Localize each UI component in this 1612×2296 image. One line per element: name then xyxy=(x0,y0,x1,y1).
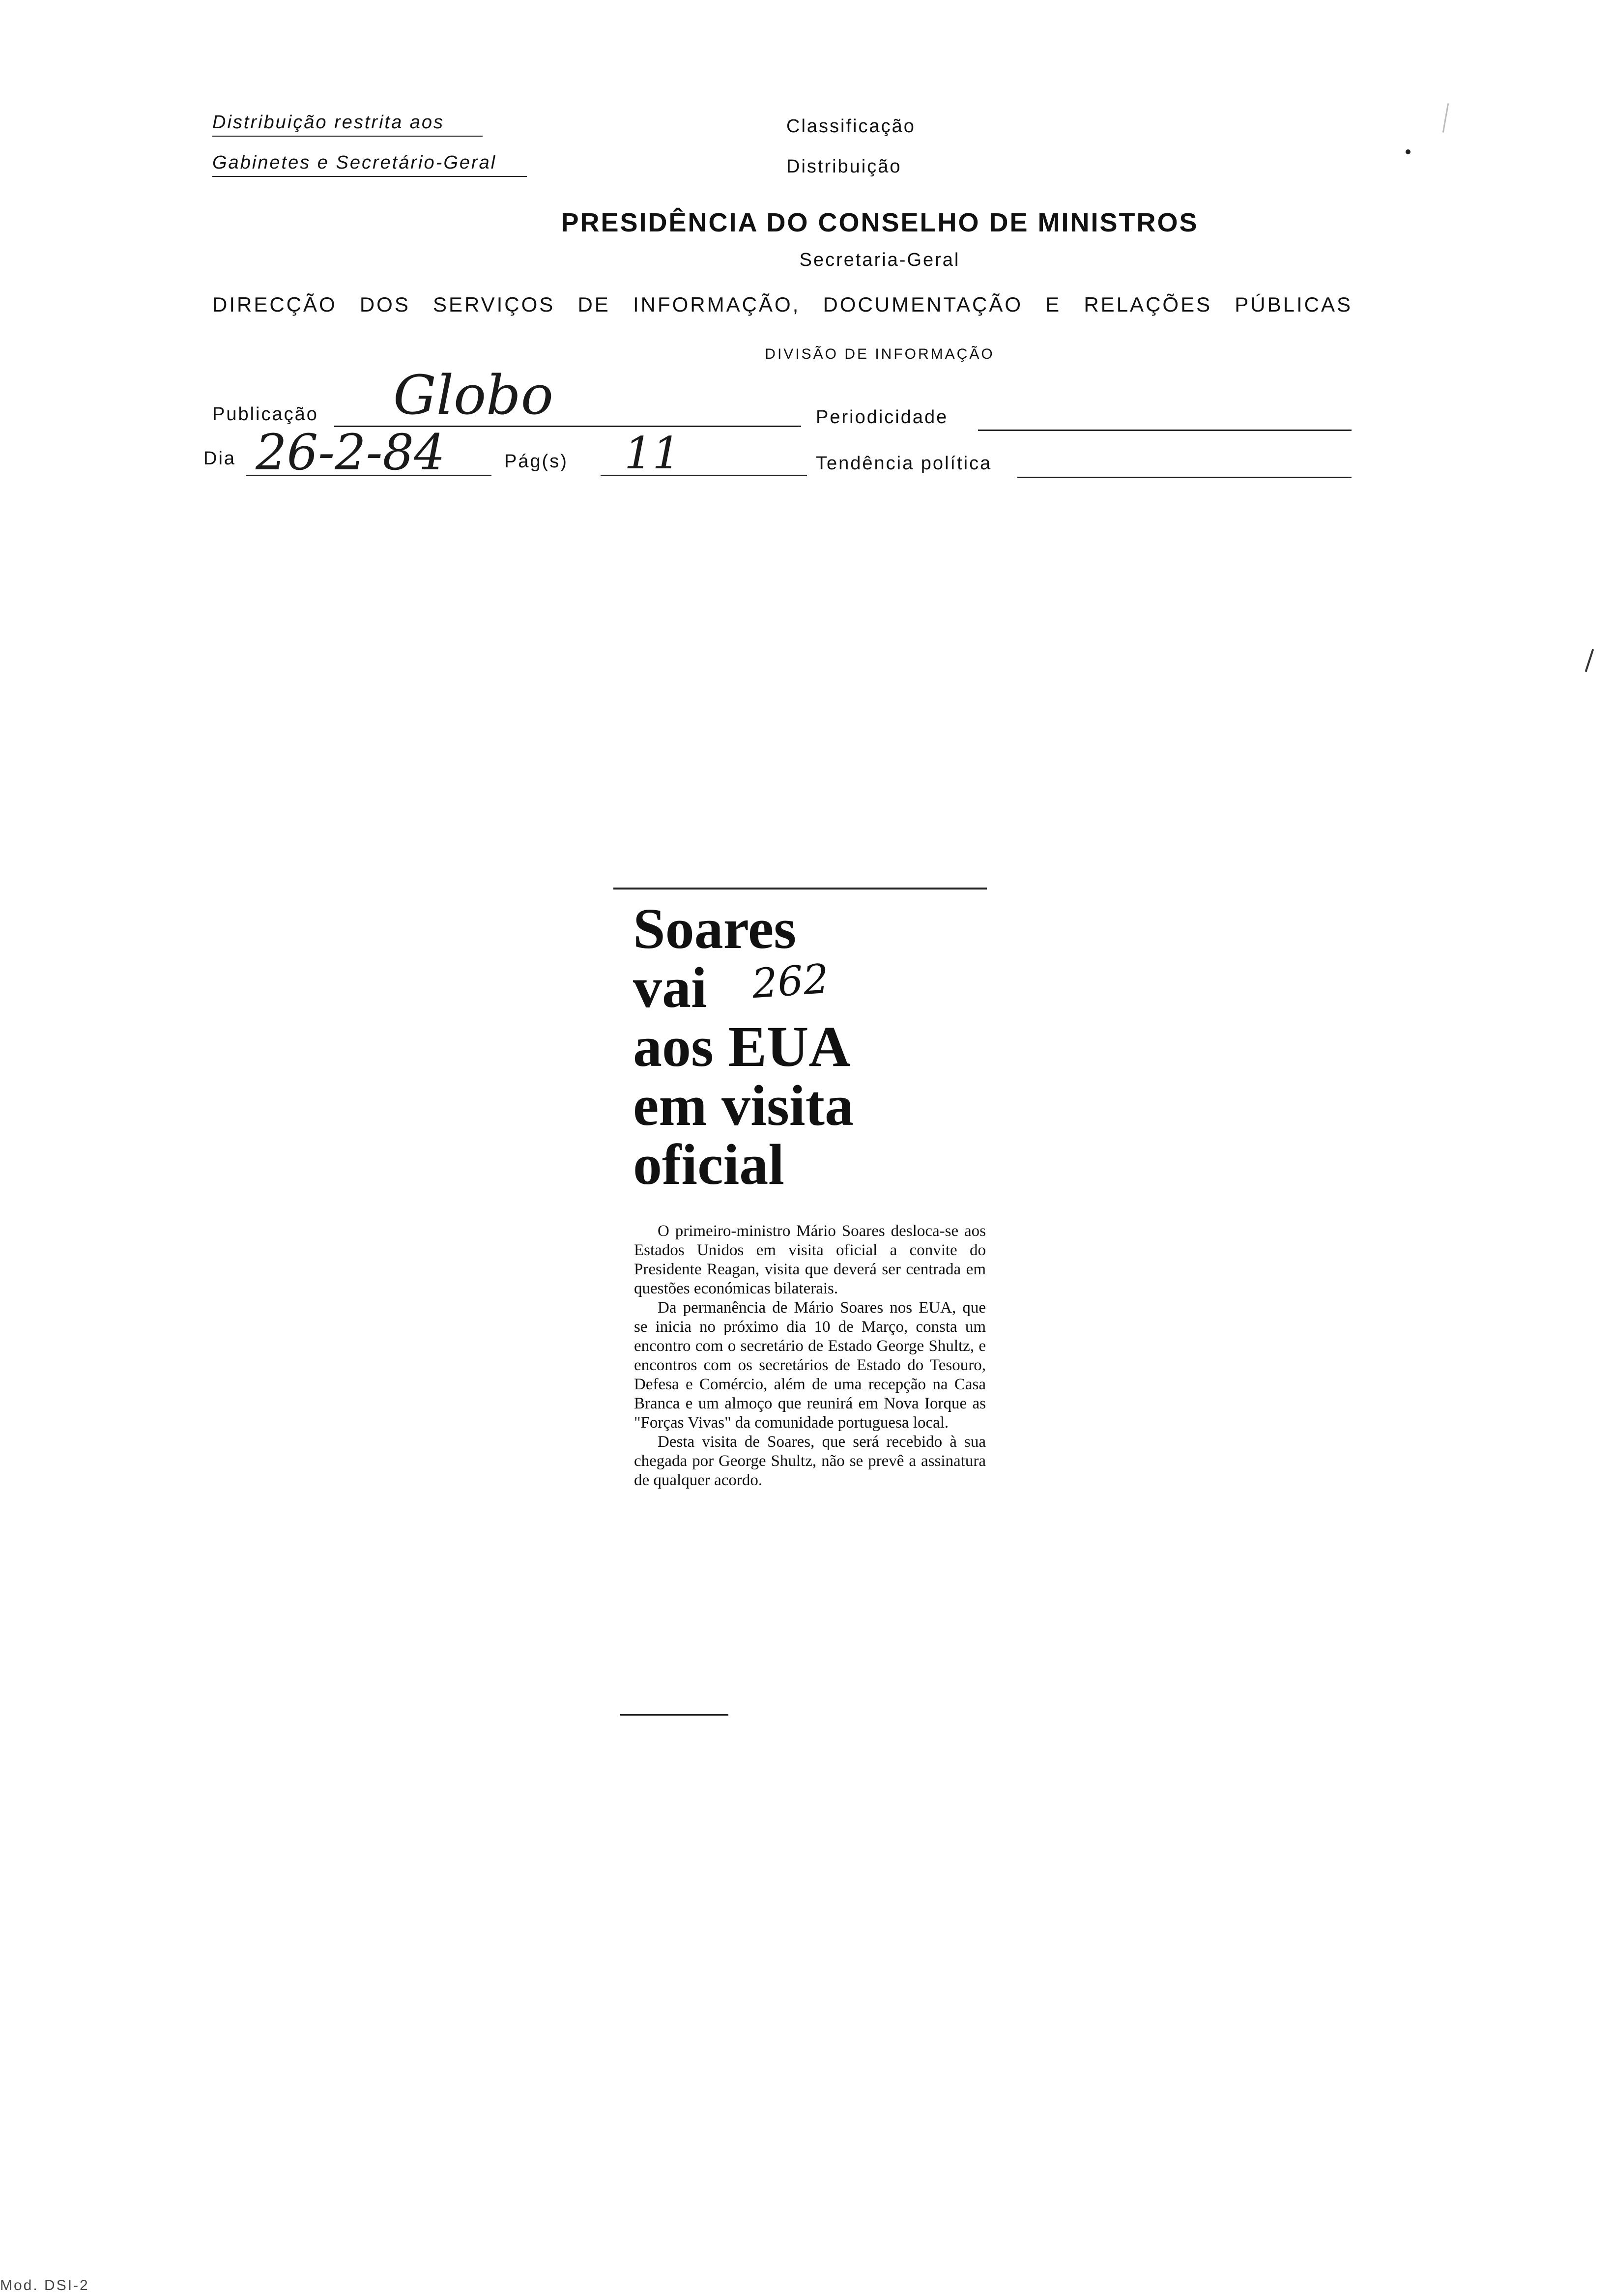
headline-line-2: vai xyxy=(633,955,707,1020)
scan-mark xyxy=(1585,649,1594,672)
pages-label: Pág(s) xyxy=(504,451,568,472)
distribution-underline-2 xyxy=(212,176,527,177)
handwritten-reference-note: 262 xyxy=(750,955,831,1008)
presidency-title: PRESIDÊNCIA DO CONSELHO DE MINISTROS xyxy=(561,208,1199,237)
article-body xyxy=(634,1222,986,1490)
clipping-end-rule xyxy=(620,1714,728,1716)
distribution-underline-1 xyxy=(212,136,483,137)
pages-handwritten-value: 11 xyxy=(624,428,681,479)
article-paragraph-3: Desta visita de Soares, que será recebido à sua chegada por George Shultz, não se prevê a assinatura de qualquer acordo. xyxy=(634,1433,986,1489)
scan-mark xyxy=(1442,103,1449,133)
distribution-restricted-line1: Distribuição restrita aos xyxy=(212,112,445,133)
clipping-top-rule xyxy=(613,888,987,890)
article-headline xyxy=(633,896,987,1197)
article-paragraph-2: Da permanência de Mário Soares nos EUA, que se inicia no próximo dia 10 de Março, consta um encontro com o secretário de Estado George Shultz, e encontros com os secretários de Estado do Tesouro, Defesa e Comércio, além de uma recepção na Casa Branca e um almoço que reunirá em Nova Iorque as "Forças Vivas" da comunidade portuguesa local. xyxy=(634,1299,986,1432)
periodicity-label: Periodicidade xyxy=(816,407,949,428)
headline-line-4: em visita xyxy=(633,1073,854,1138)
distribution-label: Distribuição xyxy=(786,156,902,177)
headline-line-5: oficial xyxy=(633,1132,785,1197)
political-tendency-label: Tendência política xyxy=(816,453,992,474)
periodicity-underline xyxy=(978,430,1352,431)
division-title: DIVISÃO DE INFORMAÇÃO xyxy=(765,346,995,362)
classification-label: Classificação xyxy=(786,116,916,137)
headline-line-1: Soares xyxy=(633,896,797,961)
article-paragraph-1: O primeiro-ministro Mário Soares desloca-se aos Estados Unidos em visita oficial a convite do Presidente Reagan, visita que deverá ser centrada em questões económicas bilaterais. xyxy=(634,1222,986,1297)
secretariat-title: Secretaria-Geral xyxy=(799,250,960,270)
political-tendency-underline xyxy=(1017,477,1352,478)
publication-label: Publicação xyxy=(212,404,318,425)
form-code: Mod. DSI-2 xyxy=(0,2277,89,2294)
scan-speck xyxy=(1406,149,1410,154)
directorate-title: DIRECÇÃO DOS SERVIÇOS DE INFORMAÇÃO, DOCUMENTAÇÃO E RELAÇÕES PÚBLICAS xyxy=(212,293,1353,316)
day-handwritten-value: 26-2-84 xyxy=(256,424,445,481)
headline-line-3: aos EUA xyxy=(633,1014,851,1079)
publication-handwritten-value: Globo xyxy=(393,364,553,427)
day-label: Dia xyxy=(203,448,236,469)
distribution-restricted-line2: Gabinetes e Secretário-Geral xyxy=(212,152,497,173)
